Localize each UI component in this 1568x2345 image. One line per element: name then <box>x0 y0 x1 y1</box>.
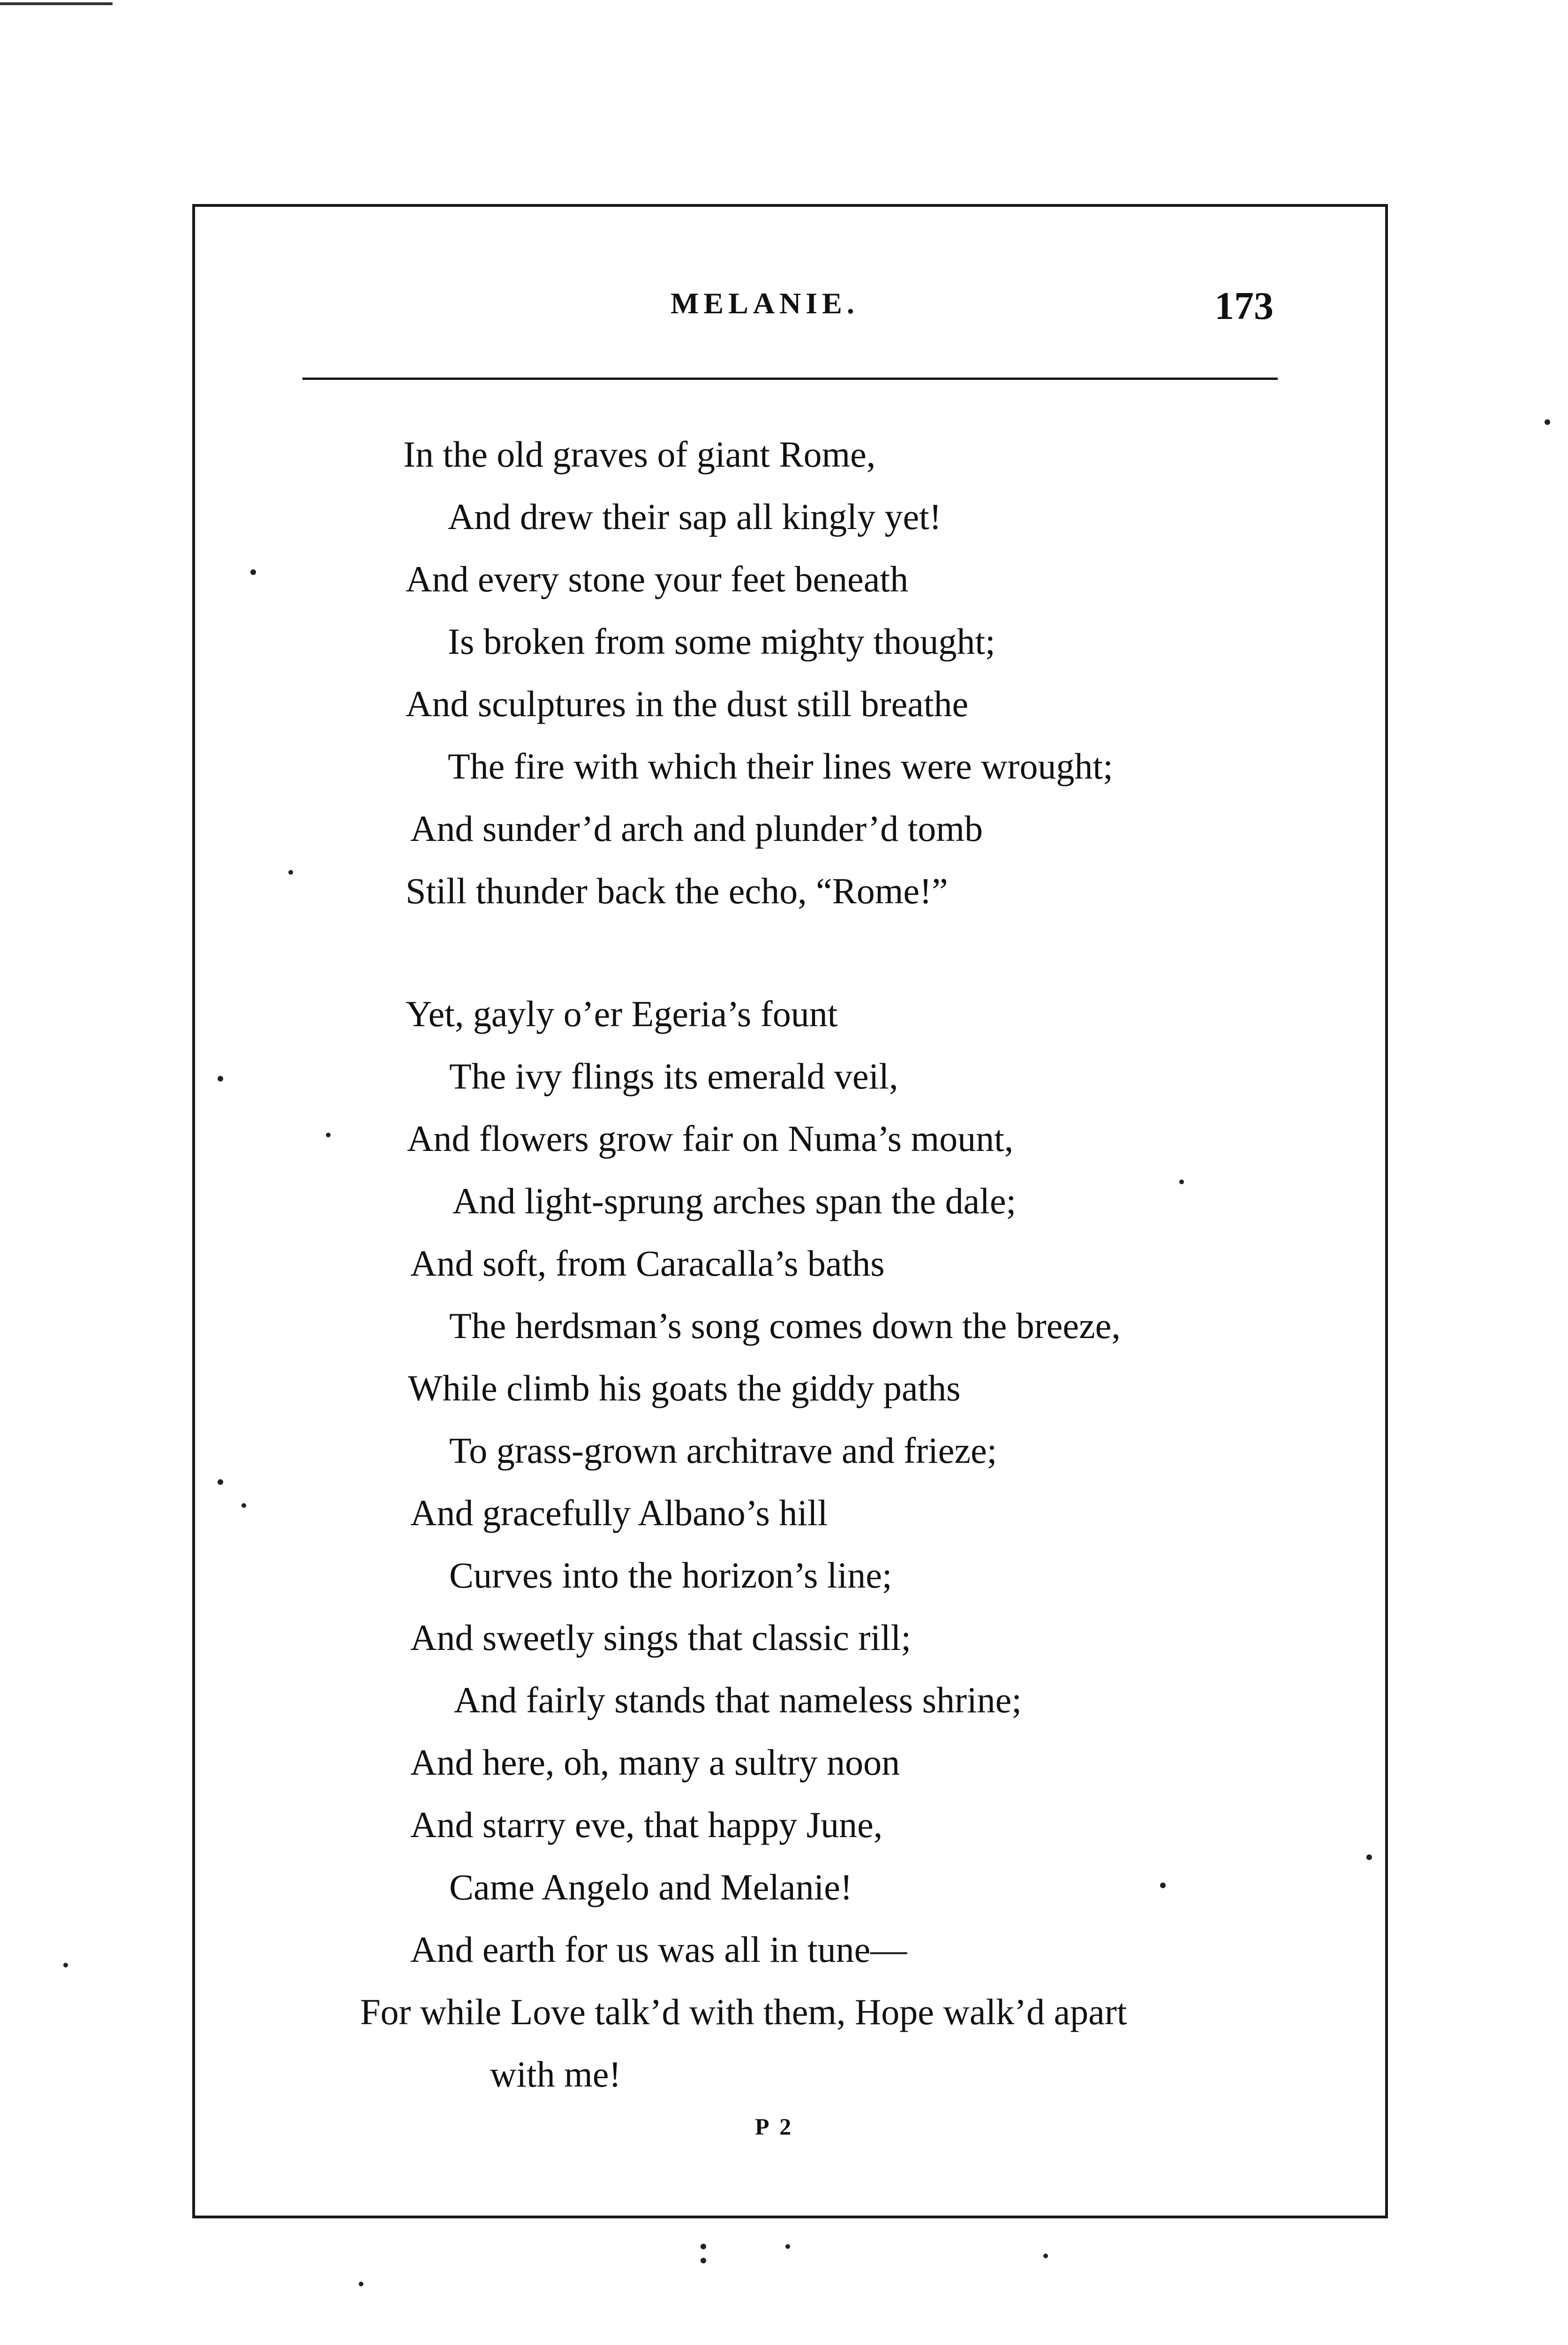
page-number: 173 <box>1214 284 1274 328</box>
poem-line: And gracefully Albano’s hill <box>410 1492 828 1533</box>
poem-line: And fairly stands that nameless shrine; <box>454 1679 1022 1720</box>
poem-line: And earth for us was all in tune— <box>410 1929 907 1970</box>
poem-line: And sweetly sings that classic rill; <box>410 1617 912 1658</box>
poem-line: And flowers grow fair on Numa’s mount, <box>407 1118 1014 1159</box>
poem-line: And soft, from Caracalla’s baths <box>410 1243 885 1284</box>
poem-line: And drew their sap all kingly yet! <box>448 496 942 537</box>
poem-line: with me! <box>490 2054 621 2095</box>
poem-line: In the old graves of giant Rome, <box>403 434 876 475</box>
poem-line: Came Angelo and Melanie! <box>449 1867 852 1907</box>
poem-line: To grass-grown architrave and frieze; <box>449 1430 997 1471</box>
poem-line: For while Love talk’d with them, Hope walk’d apart <box>360 1991 1127 2032</box>
poem-line: And starry eve, that happy June, <box>410 1804 883 1845</box>
poem-line: While climb his goats the giddy paths <box>408 1368 961 1408</box>
poem-line: And sunder’d arch and plunder’d tomb <box>410 808 983 849</box>
poem-line: And light-sprung arches span the dale; <box>452 1180 1017 1221</box>
poem-line: And sculptures in the dust still breathe <box>406 683 969 724</box>
poem-line: The ivy flings its emerald veil, <box>449 1056 898 1097</box>
poem-line: Yet, gayly o’er Egeria’s fount <box>406 993 838 1034</box>
poem-line: Is broken from some mighty thought; <box>448 621 995 662</box>
poem-line: The herdsman’s song comes down the breeze, <box>449 1305 1121 1346</box>
poem-line: And here, oh, many a sultry noon <box>410 1742 900 1783</box>
poem-line: And every stone your feet beneath <box>406 559 909 599</box>
running-title: MELANIE. <box>671 287 859 320</box>
poem-line: The fire with which their lines were wrought; <box>448 746 1113 787</box>
signature-mark: P 2 <box>755 2113 794 2140</box>
poem-line: Still thunder back the echo, “Rome!” <box>406 870 948 911</box>
poem-line: Curves into the horizon’s line; <box>449 1555 892 1596</box>
